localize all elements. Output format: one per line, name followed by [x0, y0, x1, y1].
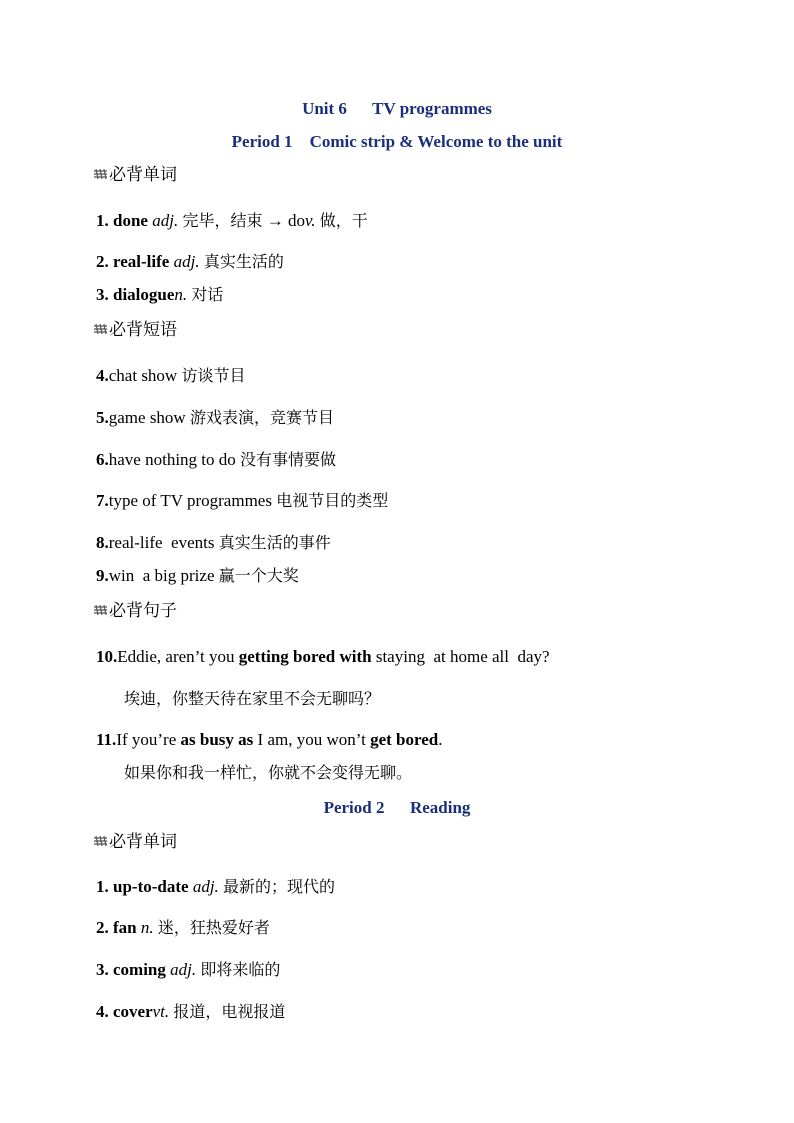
- list-item: 4.chat show 访谈节目: [96, 366, 246, 385]
- section-bullet-icon: [94, 169, 107, 179]
- sentence-translation: 如果你和我一样忙，你就不会变得无聊。: [124, 763, 413, 782]
- section-bullet-icon: [94, 836, 107, 846]
- section-words-p1: 必背单词: [94, 165, 177, 185]
- unit-number: Unit 6: [302, 99, 347, 118]
- list-item: 2. real-life adj. 真实生活的: [96, 252, 284, 271]
- period1-label: Period 1: [231, 132, 293, 151]
- section-sentences-p1: 必背句子: [94, 601, 177, 621]
- list-item: 3. dialoguen. 对话: [96, 285, 224, 304]
- list-item: 1. up-to-date adj. 最新的；现代的: [96, 877, 336, 896]
- section-phrases-p1: 必背短语: [94, 320, 177, 340]
- section-bullet-icon: [94, 324, 107, 334]
- period2-title: Reading: [409, 798, 471, 817]
- list-item: 6.have nothing to do 没有事情要做: [96, 450, 337, 469]
- period1-heading: [0, 132, 794, 152]
- unit-title: TV programmes: [372, 99, 492, 118]
- list-item: 2. fan n. 迷，狂热爱好者: [96, 918, 270, 937]
- list-item: 8.real-life events 真实生活的事件: [96, 533, 331, 552]
- list-item: 5.game show 游戏表演，竞赛节目: [96, 408, 334, 427]
- section-bullet-icon: [94, 605, 107, 615]
- section-words-p2: 必背单词: [94, 832, 177, 852]
- list-item: 4. covervt. 报道，电视报道: [96, 1002, 286, 1021]
- sentence-translation: 埃迪，你整天待在家里不会无聊吗？: [124, 689, 381, 708]
- sentence-item: 10.Eddie, aren’t you getting bored with staying at home all day?: [96, 647, 550, 666]
- list-item: 7.type of TV programmes 电视节目的类型: [96, 491, 389, 510]
- unit-heading: [0, 99, 794, 119]
- list-item: 9.win a big prize 赢一个大奖: [96, 566, 299, 585]
- list-item: 3. coming adj. 即将来临的: [96, 960, 281, 979]
- period2-label: Period 2: [323, 798, 385, 817]
- list-item: 1. done adj. 完毕，结束 → dov. 做，干: [96, 211, 368, 230]
- sentence-item: 11.If you’re as busy as I am, you won’t get bored.: [96, 730, 443, 749]
- period1-title: Comic strip & Welcome to the unit: [309, 132, 563, 151]
- period2-heading: [0, 798, 794, 818]
